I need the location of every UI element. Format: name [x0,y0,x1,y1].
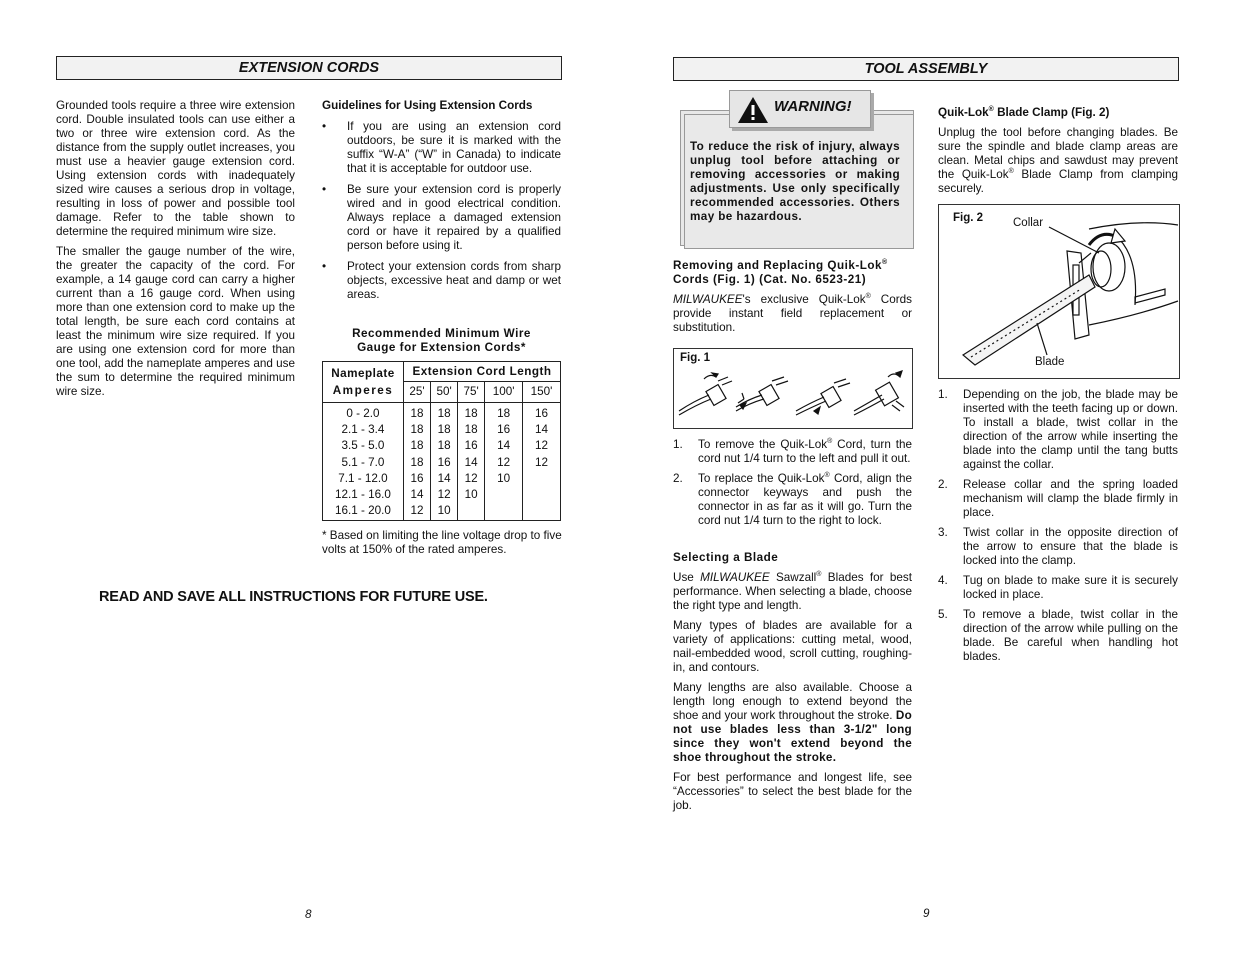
clamp-step: 3. Twist collar in the opposite direction of the arrow to ensure that the blade is locked into the clamp. [938,526,1178,567]
gauge-cell [523,471,560,487]
intro-column [56,99,295,405]
gauge-cell [458,503,484,519]
page-number-left: 8 [305,908,312,921]
guideline-item: • Be sure your extension cord is properly wired and in good electrical condition. Always replace a damaged extension cord or have it repaired by a qualified person before using it. [322,183,561,252]
clamp-step: 5. To remove a blade, twist collar in the direction of the arrow while pulling on the blade. Be careful when handling hot blades. [938,608,1178,663]
fig1-steps [673,438,912,534]
amps-cell: 5.1 - 7.0 [341,455,385,469]
gauge-cell: 18 [410,423,424,437]
blade-clamp-section [938,106,1178,202]
fig2-blade-label: Blade [1035,356,1065,368]
fig2-label: Fig. 2 [953,212,984,224]
length-header-cell: 100' [485,382,523,403]
gauge-cell [523,487,560,503]
amps-cell: 3.5 - 5.0 [341,439,385,453]
fig1-step: 2. To replace the Quik-Lok® Cord, align the connector keyways and push the connector in as far as it will go. Turn the cord nut 1/4 turn to the right to lock. [673,472,912,527]
tool-assembly-header: TOOL ASSEMBLY [673,57,1179,81]
gauge-cell: 10 [464,487,478,501]
clamp-title: Quik-Lok® Blade Clamp (Fig. 2) [938,106,1110,119]
bullet-dot: • [322,120,327,133]
fig1-step: 1. To remove the Quik-Lok® Cord, turn the cord nut 1/4 turn to the left and pull it out. [673,438,912,465]
fig2-collar-label: Collar [1013,217,1044,229]
gauge-cell: 16 [437,455,451,469]
gauge-cell [485,487,522,503]
amps-cell: 12.1 - 16.0 [335,488,391,502]
quik-lok-cord-illustration [674,349,912,428]
clamp-step: 2. Release collar and the spring loaded mechanism will clamp the blade firmly in place. [938,478,1178,519]
gauge-column [431,403,458,521]
selecting-blade-section [673,551,912,819]
guideline-item: • If you are using an extension cord outdoors, be sure it is marked with the suffix “W-A” (“W” in Canada) to indicate that it is acceptable for outdoor use. [322,120,561,175]
amps-cell: 0 - 2.0 [346,407,380,420]
figure-1 [673,348,913,429]
gauge-cell: 18 [410,455,424,469]
gauge-cell: 14 [535,423,549,437]
bullet-dot: • [322,183,327,196]
gauge-cell [485,503,522,519]
nameplate-header: Nameplate Amperes [323,362,404,403]
gauge-cell: 18 [437,407,451,420]
select-title: Selecting a Blade [673,551,779,564]
gauge-cell: 18 [497,407,511,420]
bullet-dot: • [322,260,327,273]
amps-column [323,403,404,521]
read-save-notice: READ AND SAVE ALL INSTRUCTIONS FOR FUTURE USE. [99,589,488,605]
extension-length-header: Extension Cord Length [404,362,561,382]
amps-cell: 2.1 - 3.4 [341,423,385,437]
gauge-cell: 12 [535,439,549,453]
amps-cell: 7.1 - 12.0 [338,471,388,485]
gauge-cell: 10 [497,471,511,485]
gauge-cell: 14 [497,439,511,453]
gauge-cell: 18 [464,423,478,437]
warning-title-box [729,90,871,128]
table-footnote: * Based on limiting the line voltage drop to five volts at 150% of the rated amperes. [322,529,562,556]
gauge-cell: 12 [497,455,511,469]
extension-cords-header: EXTENSION CORDS [56,56,562,80]
gauge-cell: 18 [437,423,451,437]
select-paragraph-4: For best performance and longest life, see “Accessories” to select the best blade for the job. [673,771,912,812]
warning-text: To reduce the risk of injury, always unplug tool before attaching or removing accessories or making adjustments. Use only specifically recommended accessories. Others may be hazardous. [690,140,900,223]
gauge-cell: 14 [410,487,424,501]
select-paragraph-1: Use MILWAUKEE Sawzall® Blades for best performance. When selecting a blade, choose the right type and length. [673,571,912,612]
gauge-cell: 16 [464,439,478,453]
length-header-cell: 25' [404,382,431,403]
gauge-cell: 16 [535,407,549,420]
gauge-cell: 14 [437,471,451,485]
page-number-right: 9 [923,907,930,920]
clamp-steps [938,388,1178,670]
remove-replace-section: Removing and Replacing Quik-Lok® Cords (Fig. 1) (Cat. No. 6523-21) MILWAUKEE's exclusive Quik-Lok® Cords provide instant field replacement or substitution. [673,259,912,334]
gauge-cell: 16 [497,423,511,437]
gauge-cell: 18 [410,439,424,453]
intro-paragraph-1: Grounded tools require a three wire extension cord. Double insulated tools can use either a two or three wire extension cord. As the distance from the supply outlet increases, you must use a heavier gauge extension cord. Using extension cords with inadequately sized wire causes a serious drop in voltage, resulting in loss of power and possible tool damage. Refer to the table shown to determine the required minimum wire size. [56,99,295,238]
intro-paragraph-2: The smaller the gauge number of the wire, the greater the capacity of the cord. For example, a 14 gauge cord can carry a higher current than a 16 gauge cord. When using more than one extension cord to make up the total length, be sure each cord contains at least the minimum wire size required. If you are using one extension cord for more than one tool, add the nameplate amperes and use the sum to determine the required minimum wire size. [56,245,295,398]
gauge-cell: 16 [410,471,424,485]
exclusive-paragraph: MILWAUKEE's exclusive Quik-Lok® Cords provide instant field replacement or substitution. [673,293,912,334]
warning-title: WARNING! [774,98,852,115]
length-header-cell: 50' [431,382,458,403]
select-paragraph-3: Many lengths are also available. Choose a length long enough to extend beyond the shoe and your work throughout the stroke. Do not use blades less than 3-1/2" long since they won't extend beyond the shoe throughout the stroke. [673,681,913,764]
guidelines-title: Guidelines for Using Extension Cords [322,99,533,112]
length-header-cell: 150' [523,382,561,403]
gauge-cell [523,503,560,519]
clamp-paragraph: Unplug the tool before changing blades. Be sure the spindle and blade clamp areas are clean. Metal chips and sawdust may prevent the Quik-Lok® Blade Clamp from clamping securely. [938,126,1178,195]
wire-gauge-table [322,361,561,521]
gauge-cell: 12 [410,504,424,518]
gauge-cell: 12 [437,487,451,501]
select-paragraph-2: Many types of blades are available for a variety of applications: cutting metal, wood, nail-embedded wood, scroll cutting, roughing-in, and contours. [673,619,912,674]
table-title: Recommended Minimum Wire Gauge for Extension Cords* [352,327,531,354]
amps-cell: 16.1 - 20.0 [335,504,391,518]
gauge-cell: 12 [535,455,549,469]
gauge-cell: 10 [437,504,451,518]
gauge-column [523,403,561,521]
length-header-cell: 75' [458,382,485,403]
clamp-step: 1. Depending on the job, the blade may be inserted with the teeth facing up or down. To install a blade, twist collar in the direction of the arrow while inserting the blade into the clamp until the tang butts against the collar. [938,388,1178,471]
gauge-column [485,403,523,521]
clamp-step: 4. Tug on blade to make sure it is securely locked in place. [938,574,1178,601]
gauge-cell: 18 [464,407,478,420]
fig1-label: Fig. 1 [680,352,711,364]
blade-clamp-illustration [939,205,1179,378]
gauge-cell: 14 [464,455,478,469]
fig1-step-list [673,438,912,528]
guideline-item: • Protect your extension cords from sharp objects, excessive heat and damp or wet areas. [322,260,561,301]
clamp-step-list [938,388,1178,664]
remove-title: Removing and Replacing Quik-Lok [673,259,883,272]
gauge-cell: 12 [464,471,478,485]
gauge-column [458,403,485,521]
figure-2 [938,204,1180,379]
guidelines-column [322,99,561,309]
gauge-cell: 18 [410,407,424,420]
guidelines-list [322,120,561,302]
warning-triangle-icon [736,95,770,125]
gauge-column [404,403,431,521]
gauge-cell: 18 [437,439,451,453]
